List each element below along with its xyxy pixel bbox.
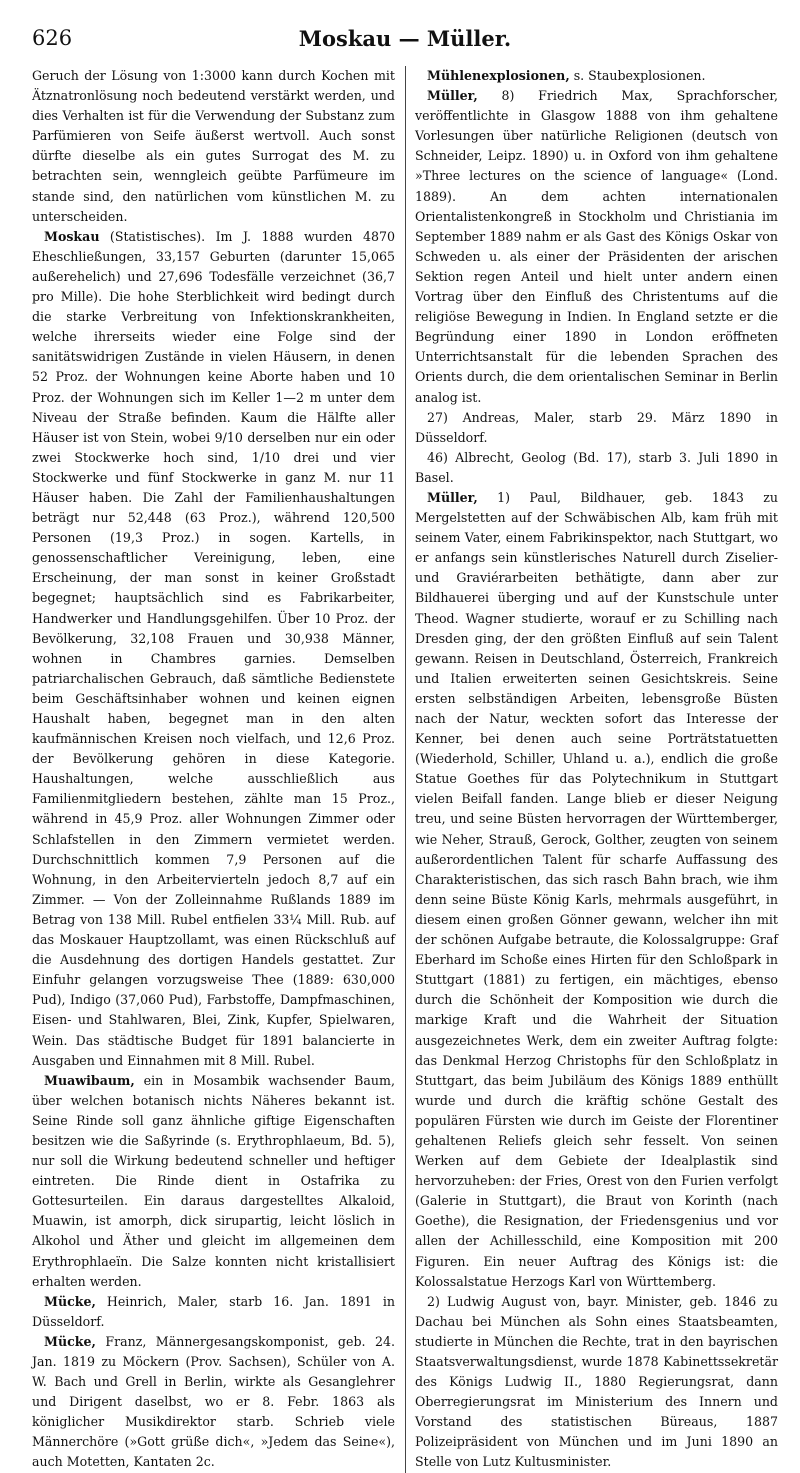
right-column xyxy=(415,66,778,1473)
entry-headword: Mücke, xyxy=(44,1293,96,1309)
entry-mueller-albrecht: 46) Albrecht, Geolog (Bd. 17), starb 3. Juli 1890 in Basel. xyxy=(415,449,778,485)
entry-headword: Mühlenexplosionen, xyxy=(427,68,570,83)
entry-muecke-franz: Mücke, Franz, Männergesangskomponist, geb. 24. Jan. 1819 zu Möckern (Prov. Sachsen), Schüler von A. W. Bach und Grell in Berlin, wirkte als Gesanglehrer und Dirigent daselbst, wo er 8. Febr. 1863 als königlicher Musikdirektor starb. Schrieb viele Männerchöre (»Gott grüße dich«, »Jedem das Seine«), auch Motetten, Kantaten 2c. xyxy=(32,1333,395,1470)
entry-headword: Müller, xyxy=(427,489,478,505)
running-title: Moskau — Müller. xyxy=(298,26,512,51)
column-divider xyxy=(405,66,406,1473)
left-column xyxy=(32,66,395,1473)
page-number: 626 xyxy=(32,26,73,50)
entry-headword: Mücke, xyxy=(44,1333,96,1349)
entry-mueller-paul: Müller, 1) Paul, Bildhauer, geb. 1843 zu Mergelstetten auf der Schwäbischen Alb, kam früh mit seinem Vater, einem Fabrikinspektor, nach Stuttgart, wo er anfangs sein künstlerisches Naturell durch Ziselier- und Graviérarbeiten bethätigte, dann aber zur Bildhauerei überging und auf der Kunstschule unter Theod. Wagner studierte, worauf er zu Schilling nach Dresden ging, der den größten Einfluß auf sein Talent gewann. Reisen in Deutschland, Österreich, Frankreich und Italien erweiterten seinen Gesichtskreis. Seine ersten selbständigen Arbeiten, lebensgroße Büsten nach der Natur, weckten sofort das Interesse der Kenner, bei denen auch seine Porträtstatuetten (Wiederhold, Schiller, Uhland u. a.), endlich die große Statue Goethes für das Polytechnikum in Stuttgart vielen Beifall fanden. Lange blieb er dieser Neigung treu, und seine Büsten hervorragen der Württemberger, wie Neher, Strauß, Gerock, Golther, zeugten von seinem außerordentlichen Talent für scharfe Auffassung des Charakteristischen, das sich rasch Bahn brach, wie ihm denn seine Büste König Karls, mehrmals ausgeführt, in diesem einen großen Gönner gewann, welcher ihn mit der schönen Aufgabe betraute, die Kolossalgruppe: Graf Eberhard im Schoße eines Hirten für den Schloßpark in Stuttgart (1881) zu fertigen, ein mächtiges, ebenso durch die Schönheit der Komposition wie durch die markige Kraft und die Wahrheit der Situation ausgezeichnetes Werk, dem ein zweiter Auftrag folgte: das Denkmal Herzog Christophs für den Schloßplatz in Stuttgart, das beim Jubiläum des Königs 1889 enthüllt wurde und durch die kräftig schöne Gestalt des populären Fürsten wie durch im Geiste der Florentiner gehaltenen Reliefs gleich sehr fesselt. Von seinen Werken auf dem Gebiete der Idealplastik sind hervorzuheben: der Fries, Orest von den Furien verfolgt (Galerie in Stuttgart), die Braut von Korinth (nach Goethe), die Resignation, der Friedensgenius und vor allen der Achillesschild, eine Komposition mit 200 Figuren. Ein neuer Auftrag des Königs ist: die Kolossalstatue Herzogs Karl von Württemberg. xyxy=(415,489,778,1289)
entry-headword: Müller, xyxy=(427,88,478,104)
entry-moskau: Moskau (Statistisches). Im J. 1888 wurden 4870 Eheschließungen, 33,157 Geburten (darunter 15,065 außerehelich) und 27,696 Todesfälle verzeichnet (36,7 pro Mille). Die hohe Sterblichkeit wird bedingt durch die starke Verbreitung von Infektionskrankheiten, welche ihrerseits wieder eine Folge sind der sanitätswidrigen Zustände in vielen Häusern, in denen 52 Proz. der Wohnungen keine Aborte haben und 10 Proz. der Wohnungen sich im Keller 1—2 m unter dem Niveau der Straße befinden. Kaum die Hälfte aller Häuser ist von Stein, wobei 9/10 derselben nur ein oder zwei Stockwerke hoch sind, 1/10 drei und vier Stockwerke und fünf Stockwerke in ganz M. nur 11 Häuser haben. Die Zahl der Familienhaushaltungen beträgt nur 52,448 (63 Proz.), während 120,500 Personen (19,3 Proz.) in sogen. Kartells, in genossenschaftlicher Vereinigung, leben, eine Erscheinung, der man sonst in keiner Großstadt begegnet; hauptsächlich sind es Fabrikarbeiter, Handwerker und Handlungsgehilfen. Über 10 Proz. der Bevölkerung, 32,108 Frauen und 30,938 Männer, wohnen in Chambres garnies. Demselben patriarchalischen Gebrauch, daß sämtliche Bedienstete beim Geschäftsinhaber wohnen und keinen eignen Haushalt haben, begegnet man in den alten kaufmännischen Kreisen noch vielfach, und 12,6 Proz. der Bevölkerung gehören in diese Kategorie. Haushaltungen, welche ausschließlich aus Familienmitgliedern bestehen, zählte man 15 Proz., während in 45,9 Proz. aller Wohnungen Zimmer oder Schlafstellen in den Zimmern vermietet werden. Durchschnittlich kommen 7,9 Personen auf die Wohnung, in den Arbeitervierteln jedoch 8,7 auf ein Zimmer. — Von der Zolleinnahme Rußlands 1889 im Betrag von 138 Mill. Rubel entfielen 33¼ Mill. Rub. auf das Moskauer Hauptzollamt, was einen Rückschluß auf die Ausdehnung des dortigen Handels gestattet. Zur Einfuhr gelangen vorzugsweise Thee (1889: 630,000 Pud), Indigo (37,060 Pud), Farbstoffe, Dampfmaschinen, Eisen- und Stahlwaren, Blei, Zink, Kupfer, Spielwaren, Wein. Das städtische Budget für 1891 balancierte in Ausgaben und Einnahmen mit 8 Mill. Rubel. xyxy=(32,228,395,1068)
two-column-body xyxy=(32,66,778,1473)
page-header xyxy=(32,26,778,60)
entry-mueller-max: Müller, 8) Friedrich Max, Sprachforscher, veröffentlichte in Glasgow 1888 von ihm gehaltene Vorlesungen über natürliche Religionen (deutsch von Schneider, Leipz. 1890) u. in Oxford von ihm gehaltene »Three lectures on the science of language« (Lond. 1889). An dem achten internationalen Orientalistenkongreß in Stockholm und Christiania im September 1889 nahm er als Gast des Königs Oskar von Schweden u. als einer der Präsidenten der arischen Sektion regen Anteil und hielt unter andern einen Vortrag über den Einfluß des Christentums auf die religiöse Bewegung in Indien. In England setzte er die Begründung einer 1890 in London eröffneten Unterrichtsanstalt für die lebenden Sprachen des Orients durch, die dem orientalischen Seminar in Berlin analog ist. xyxy=(415,88,778,405)
entry-muehlenexplosionen: Mühlenexplosionen, s. Staubexplosionen. xyxy=(427,68,706,83)
entry-mueller-ludwig: 2) Ludwig August von, bayr. Minister, geb. 1846 zu Dachau bei München als Sohn eines Staatsbeamten, studierte in München die Rechte, trat in den bayrischen Staatsverwaltungsdienst, wurde 1878 Kabinettssekretär des Königs Ludwig II., 1880 Regierungsrat, dann Oberregierungsrat im Ministerium des Innern und Vorstand des statistischen Büreaus, 1887 Polizeipräsident von München und im Juni 1890 an Stelle von Lutz Kultusminister. xyxy=(415,1293,778,1470)
entry-headword: Moskau xyxy=(44,228,100,244)
entry-muecke-heinrich: Mücke, Heinrich, Maler, starb 16. Jan. 1891 in Düsseldorf. xyxy=(32,1293,395,1329)
entry-headword: Muawibaum, xyxy=(44,1072,135,1088)
entry-muawibaum: Muawibaum, ein in Mosambik wachsender Baum, über welchen botanisch nichts Näheres bekannt ist. Seine Rinde soll ganz ähnliche giftige Eigenschaften besitzen wie die Saßyrinde (s. Erythrophlaeum, Bd. 5), nur soll die Wirkung bedeutend schneller und heftiger eintreten. Die Rinde dient in Ostafrika zu Gottesurteilen. Ein daraus dargestelltes Alkaloid, Muawin, ist amorph, dick sirupartig, leicht löslich in Alkohol und Äther und gleicht im allgemeinen dem Erythrophlaeïn. Die Salze konnten nicht kristallisiert erhalten werden. xyxy=(32,1072,395,1289)
entry-mueller-andreas: 27) Andreas, Maler, starb 29. März 1890 in Düsseldorf. xyxy=(415,409,778,445)
paragraph-continuation: Geruch der Lösung von 1:3000 kann durch Kochen mit Ätznatronlösung noch bedeutend verstärkt werden, und dies Verhalten ist für die Verwendung der Substanz zum Parfümieren von Seife äußerst wertvoll. Auch sonst dürfte dieselbe als ein gutes Surrogat des M. zu betrachten sein, wenngleich geübte Parfümeure im stande sind, den natürlichen vom künstlichen M. zu unterscheiden. xyxy=(32,68,395,224)
